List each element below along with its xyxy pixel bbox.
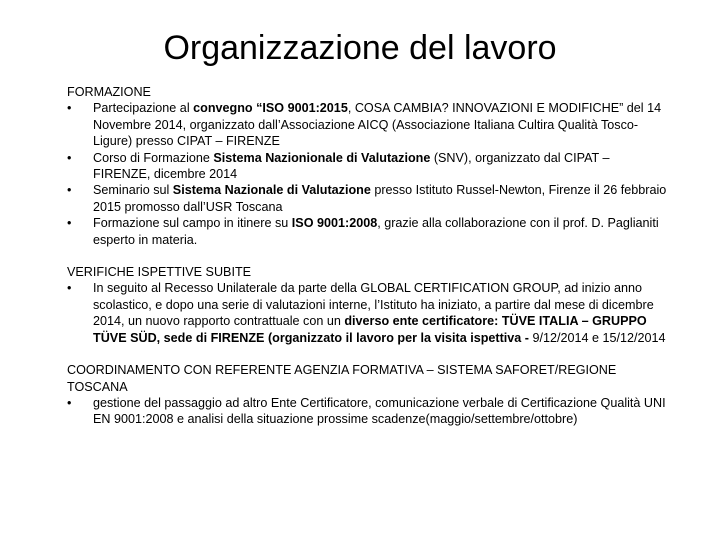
bullet-icon: • <box>67 395 72 410</box>
item-text: Partecipazione al <box>93 101 194 116</box>
bullet-list <box>67 100 667 248</box>
bullet-list <box>67 280 667 346</box>
section-heading: FORMAZIONE <box>67 85 151 99</box>
item-text: (SNV), organizzato dal CIPAT – FIRENZE, dicembre 2014 <box>93 150 610 182</box>
section-heading: VERIFICHE ISPETTIVE SUBITE <box>67 265 252 280</box>
bullet-icon: • <box>67 281 72 296</box>
bold-text: Sistema Nazionale di Valutazione <box>172 183 371 198</box>
list-item <box>67 182 667 215</box>
bullet-icon: • <box>67 101 72 116</box>
bold-text: convegno “ISO 9001:2015 <box>193 101 348 116</box>
section-verifiche-ispettive <box>67 264 667 346</box>
bullet-icon: • <box>67 150 72 165</box>
bold-text: ISO 9001:2008 <box>291 216 378 231</box>
bullet-icon: • <box>67 183 72 198</box>
section-heading: COORDINAMENTO CON REFERENTE AGENZIA FORMATIVA – SISTEMA SAFORET/REGIONE TOSCANA <box>67 363 617 394</box>
list-item <box>67 395 667 428</box>
list-item <box>67 150 667 183</box>
bold-text: diverso ente certificatore: TÜVE ITALIA – GRUPPO TÜVE SÜD, sede di FIRENZE (organizzato il lavoro per la visita ispettiva - <box>93 314 647 345</box>
bold-text: Sistema Nazionionale di Valutazione <box>213 150 431 165</box>
bullet-icon: • <box>67 216 72 231</box>
item-text: gestione del passaggio ad altro Ente Certificatore, comunicazione verbale di Certificazione Qualità UNI EN 9001:2008 e analisi della situazione prossime scadenze(maggio/settembre/ottobre) <box>93 395 666 427</box>
item-text: Seminario sul <box>93 183 173 198</box>
item-text: 9/12/2014 e 15/12/2014 <box>528 330 666 345</box>
section-coordinamento <box>67 362 667 428</box>
item-text: , grazie alla collaborazione con il prof. D. Paglianiti esperto in materia. <box>93 216 659 247</box>
bullet-list <box>67 395 667 428</box>
list-item <box>67 100 667 149</box>
section-formazione <box>67 84 667 248</box>
item-text: Corso di Formazione <box>93 150 214 165</box>
item-text: , COSA CAMBIA? INNOVAZIONI E MODIFICHE” del 14 Novembre 2014, organizzato dall’Associazione AICQ (Associazione Italiana Cultira Qualità Tosco-Ligure) presso CIPAT – FIRENZE <box>93 101 662 149</box>
item-text: presso Istituto Russel-Newton, Firenze il 26 febbraio 2015 promosso dall’USR Toscana <box>93 183 667 214</box>
slide-body <box>67 84 667 428</box>
list-item <box>67 280 667 346</box>
item-text: In seguito al Recesso Unilaterale da parte della GLOBAL CERTIFICATION GROUP, ad inizio anno scolastico, e dopo una serie di valutazioni interne, l’Istituto ha iniziato, a partire dal mese di dicembre 2014, un nuovo rapporto contrattuale con un <box>93 281 654 329</box>
item-text: Formazione sul campo in itinere su <box>93 216 292 231</box>
list-item <box>67 215 667 248</box>
slide-title: Organizzazione del lavoro <box>163 29 557 67</box>
